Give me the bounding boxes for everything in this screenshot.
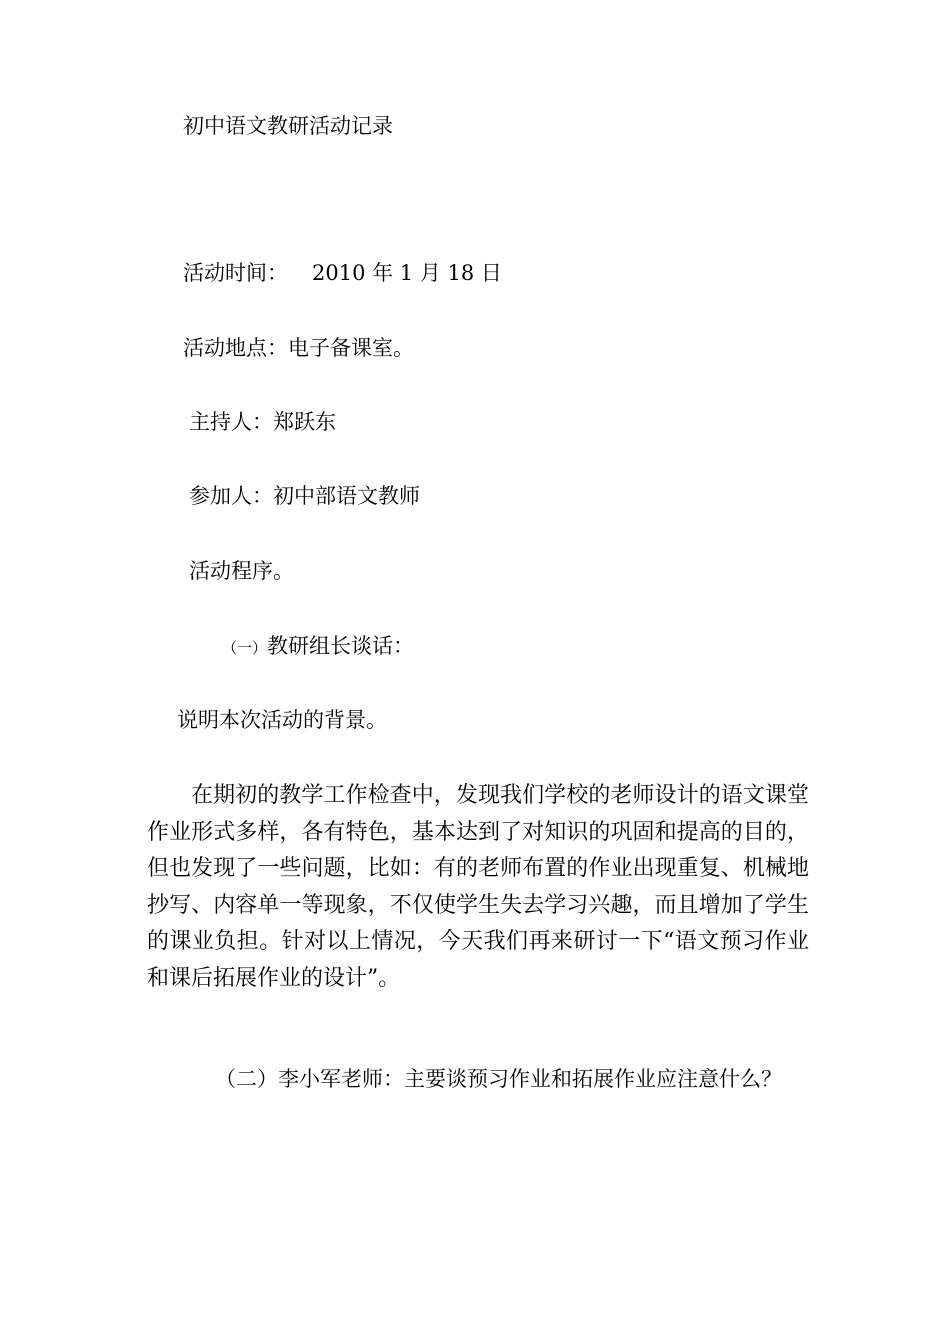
section-one-heading: [222, 636, 414, 657]
activity-time-value: 2010 年 1 月 18 日: [312, 261, 502, 285]
activity-host: 主持人：郑跃东: [189, 410, 336, 434]
section-one-heading-text: 教研组长谈话：: [267, 634, 415, 658]
section-one-intro: 说明本次活动的背景。: [177, 708, 387, 732]
activity-time-label: 活动时间：: [183, 261, 288, 285]
activity-time: [183, 263, 502, 284]
section-two-heading: （二）李小军老师：主要谈预习作业和拓展作业应注意什么？: [215, 1067, 782, 1091]
activity-place: 活动地点：电子备课室。: [183, 336, 414, 360]
section-one-marker: （一）: [222, 639, 268, 657]
activity-procedure: 活动程序。: [189, 559, 294, 583]
document-title: 初中语文教研活动记录: [183, 114, 393, 138]
section-one-paragraph: 在期初的教学工作检查中，发现我们学校的老师设计的语文课堂作业形式多样，各有特色，基本达到了对知识的巩固和提高的目的，但也发现了一些问题，比如：有的老师布置的作业出现重复、机械地抄写、内容单一等现象，不仅使学生失去学习兴趣，而且增加了学生的课业负担。针对以上情况，今天我们再来研讨一下“语文预习作业和课后拓展作业的设计”。: [147, 783, 809, 991]
activity-participants: 参加人：初中部语文教师: [189, 484, 420, 508]
